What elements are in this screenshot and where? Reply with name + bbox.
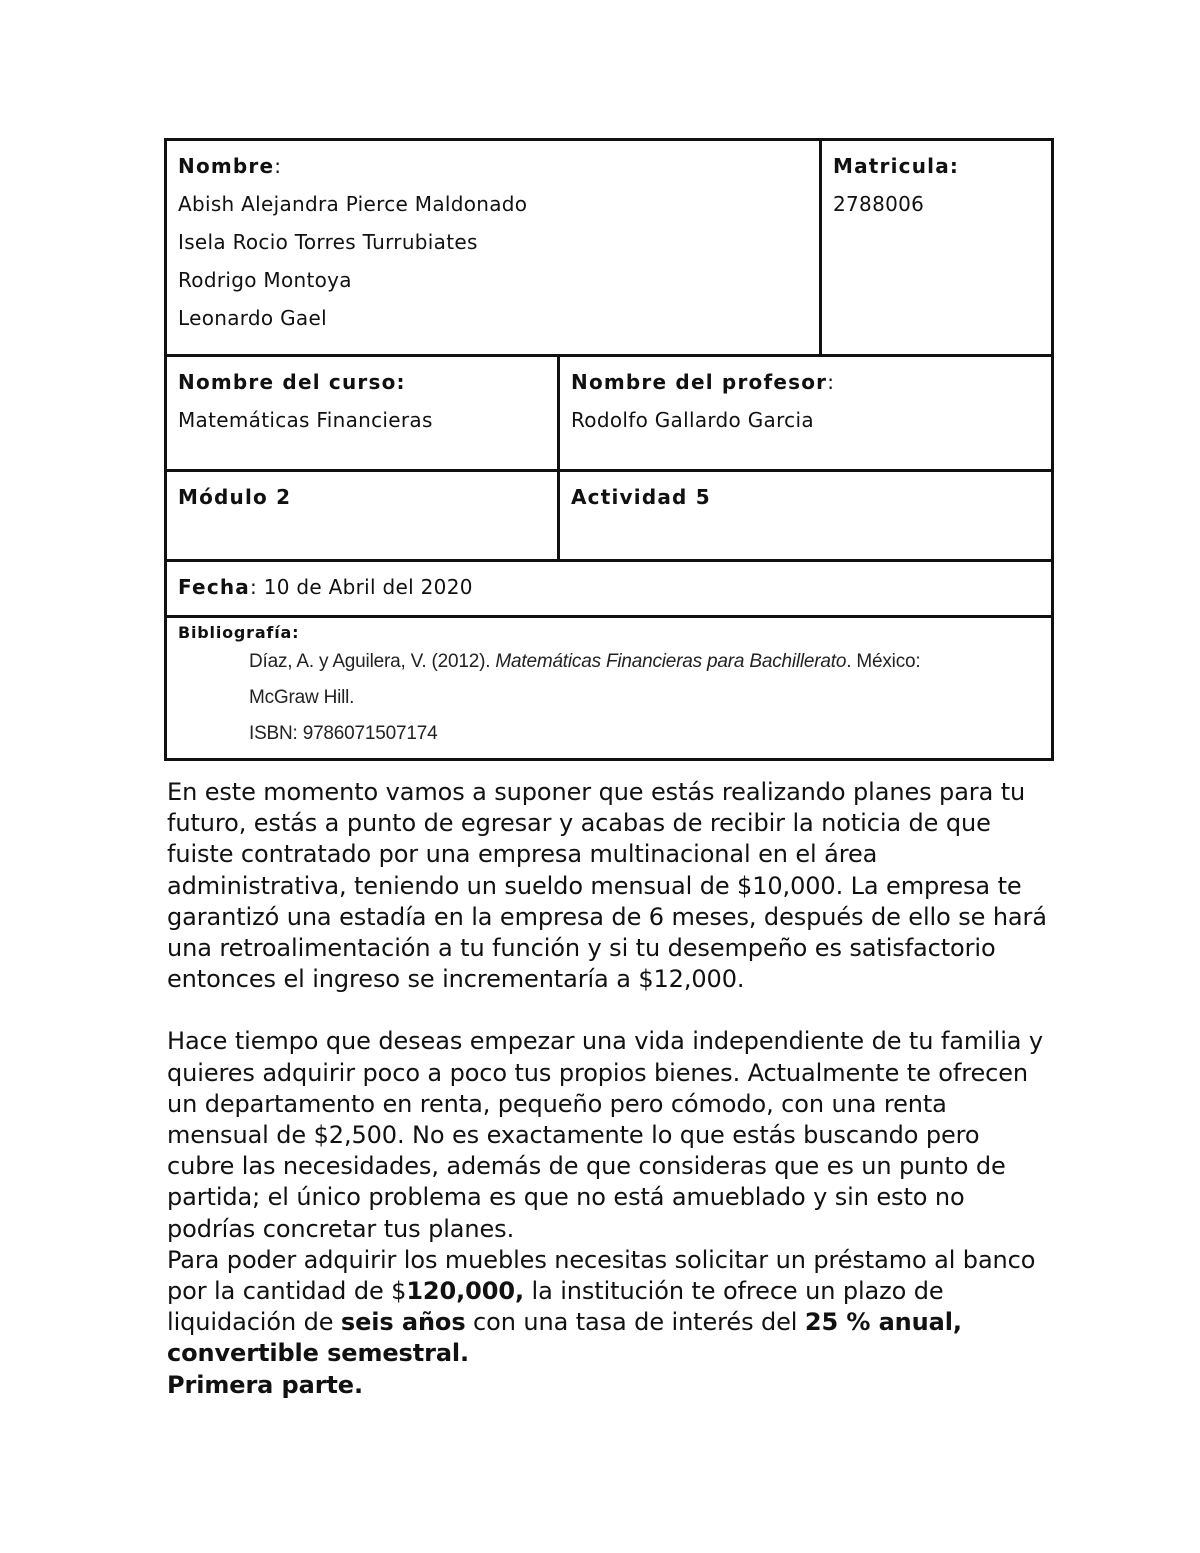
actividad-label: Actividad 5 [571,485,711,509]
bibliography-entry [178,644,1041,752]
loan-text-2: la institución te ofrece un plazo de liquidación de [167,1277,944,1337]
curso-value: Matemáticas Financieras [178,408,433,432]
profesor-value: Rodolfo Gallardo Garcia [571,408,814,432]
fecha-cell [166,561,1053,617]
loan-rate: 25 % anual, convertible semestral. [167,1308,962,1368]
section-heading-primera-parte: Primera parte. [167,1370,364,1399]
loan-text-1: Para poder adquirir los muebles necesitas solicitar un préstamo al banco por la cantidad de $ [167,1245,1036,1306]
curso-label: Nombre del curso: [178,370,406,394]
matricula-value: 2788006 [833,192,925,216]
fecha-value: : 10 de Abril del 2020 [250,575,473,599]
nombre-colon: : [274,154,282,178]
bibliografia-cell [166,617,1053,760]
bib-publisher: McGraw Hill. [249,687,355,708]
student-name-4: Leonardo Gael [178,306,327,330]
bib-authors: Díaz, A. y Aguilera, V. (2012). [249,651,496,672]
profesor-label: Nombre del profesor [571,370,828,394]
activity-description [167,777,1047,1401]
bib-isbn: ISBN: 9786071507174 [249,723,438,744]
bibliografia-label: Bibliografía: [178,623,300,642]
nombre-cell [166,140,821,356]
bib-place: . México: [846,651,921,672]
modulo-cell [166,471,559,561]
profesor-cell [559,356,1053,471]
matricula-cell [821,140,1053,356]
loan-text-3: con una tasa de interés del [465,1308,805,1337]
actividad-cell [559,471,1053,561]
curso-cell [166,356,559,471]
student-name-3: Rodrigo Montoya [178,268,352,292]
paragraph-job-offer: En este momento vamos a suponer que estás realizando planes para tu futuro, estás a punto de egresar y acabas de recibir la noticia de que fuiste contratado por una empresa multinacional en el área administrativa, teniendo un sueldo mensual de $10,000. La empresa te garantizó una estadía en la empresa de 6 meses, después de ello se hará una retroalimentación a tu función y si tu desempeño es satisfactorio entonces el ingreso se incrementaría a $12,000. [167,778,1047,994]
paragraph-loan [167,1245,1047,1370]
loan-amount: 120,000, [406,1277,524,1306]
profesor-colon: : [827,370,835,394]
fecha-label: Fecha [178,575,251,599]
matricula-label: Matricula: [833,154,960,178]
bib-title: Matemáticas Financieras para Bachillerato [495,651,847,672]
modulo-label: Módulo 2 [178,485,292,509]
student-name-2: Isela Rocio Torres Turrubiates [178,230,478,254]
student-name-1: Abish Alejandra Pierce Maldonado [178,192,528,216]
header-form-table [164,138,1054,761]
loan-term: seis años [340,1308,466,1337]
nombre-label: Nombre [178,154,275,178]
paragraph-apartment: Hace tiempo que deseas empezar una vida independiente de tu familia y quieres adquirir poco a poco tus propios bienes. Actualmente te ofrecen un departamento en renta, pequeño pero cómodo, con una renta mensual de $2,500. No es exactamente lo que estás buscando pero cubre las necesidades, además de que consideras que es un punto de partida; el único problema es que no está amueblado y sin esto no podrías concretar tus planes. [167,1027,1044,1243]
